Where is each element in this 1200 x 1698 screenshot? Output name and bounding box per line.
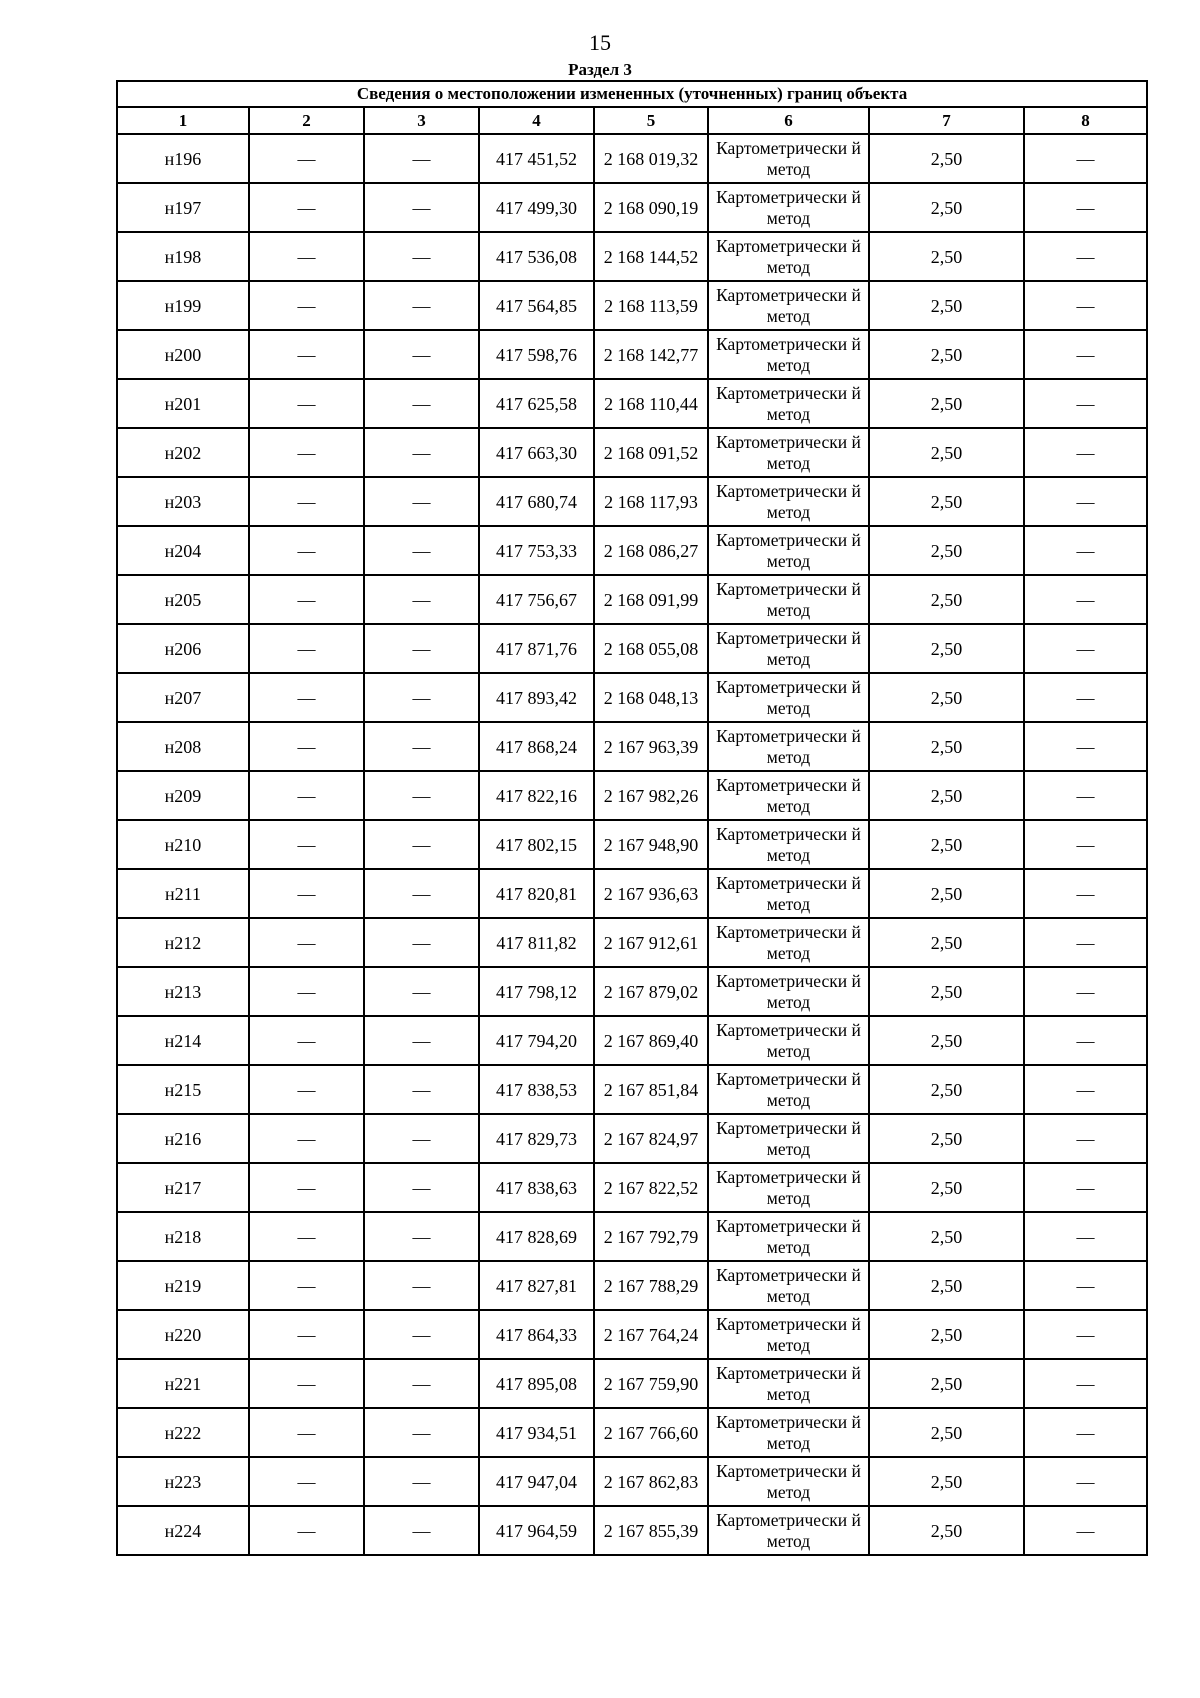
point-name-cell: н219 (117, 1261, 249, 1310)
table-row (117, 722, 1147, 771)
column-number: 3 (364, 107, 479, 134)
x-coordinate-cell: 417 499,30 (479, 183, 594, 232)
method-cell: Картометрически й метод (708, 1457, 869, 1506)
empty-value-cell: — (249, 575, 364, 624)
table-row (117, 967, 1147, 1016)
empty-value-cell: — (364, 232, 479, 281)
x-coordinate-cell: 417 598,76 (479, 330, 594, 379)
x-coordinate-cell: 417 828,69 (479, 1212, 594, 1261)
empty-value-cell: — (249, 918, 364, 967)
y-coordinate-cell: 2 167 936,63 (594, 869, 708, 918)
point-name-cell: н222 (117, 1408, 249, 1457)
empty-value-cell: — (249, 134, 364, 183)
accuracy-cell: 2,50 (869, 1016, 1024, 1065)
method-cell: Картометрически й метод (708, 379, 869, 428)
method-cell: Картометрически й метод (708, 1310, 869, 1359)
point-name-cell: н196 (117, 134, 249, 183)
x-coordinate-cell: 417 820,81 (479, 869, 594, 918)
table-row (117, 1212, 1147, 1261)
y-coordinate-cell: 2 168 117,93 (594, 477, 708, 526)
empty-value-cell: — (364, 1408, 479, 1457)
table-row (117, 428, 1147, 477)
empty-value-cell: — (1024, 526, 1147, 575)
table-row (117, 379, 1147, 428)
point-name-cell: н220 (117, 1310, 249, 1359)
point-name-cell: н214 (117, 1016, 249, 1065)
accuracy-cell: 2,50 (869, 1212, 1024, 1261)
point-name-cell: н215 (117, 1065, 249, 1114)
empty-value-cell: — (1024, 1310, 1147, 1359)
y-coordinate-cell: 2 167 824,97 (594, 1114, 708, 1163)
x-coordinate-cell: 417 756,67 (479, 575, 594, 624)
point-name-cell: н203 (117, 477, 249, 526)
column-number: 2 (249, 107, 364, 134)
empty-value-cell: — (364, 1261, 479, 1310)
empty-value-cell: — (1024, 1506, 1147, 1555)
empty-value-cell: — (364, 1310, 479, 1359)
empty-value-cell: — (364, 134, 479, 183)
table-row (117, 330, 1147, 379)
y-coordinate-cell: 2 167 766,60 (594, 1408, 708, 1457)
y-coordinate-cell: 2 167 869,40 (594, 1016, 708, 1065)
method-cell: Картометрически й метод (708, 1163, 869, 1212)
method-cell: Картометрически й метод (708, 526, 869, 575)
method-cell: Картометрически й метод (708, 1114, 869, 1163)
y-coordinate-cell: 2 167 851,84 (594, 1065, 708, 1114)
boundary-coordinates-table (116, 80, 1148, 1556)
column-numbers-row (117, 107, 1147, 134)
table-row (117, 624, 1147, 673)
point-name-cell: н217 (117, 1163, 249, 1212)
y-coordinate-cell: 2 167 788,29 (594, 1261, 708, 1310)
y-coordinate-cell: 2 168 110,44 (594, 379, 708, 428)
empty-value-cell: — (1024, 1065, 1147, 1114)
empty-value-cell: — (1024, 1457, 1147, 1506)
x-coordinate-cell: 417 827,81 (479, 1261, 594, 1310)
accuracy-cell: 2,50 (869, 1457, 1024, 1506)
empty-value-cell: — (249, 232, 364, 281)
point-name-cell: н202 (117, 428, 249, 477)
x-coordinate-cell: 417 947,04 (479, 1457, 594, 1506)
column-number: 4 (479, 107, 594, 134)
accuracy-cell: 2,50 (869, 1065, 1024, 1114)
empty-value-cell: — (364, 1163, 479, 1212)
accuracy-cell: 2,50 (869, 428, 1024, 477)
point-name-cell: н213 (117, 967, 249, 1016)
point-name-cell: н199 (117, 281, 249, 330)
empty-value-cell: — (364, 526, 479, 575)
accuracy-cell: 2,50 (869, 1408, 1024, 1457)
table-row (117, 1310, 1147, 1359)
x-coordinate-cell: 417 625,58 (479, 379, 594, 428)
empty-value-cell: — (249, 281, 364, 330)
accuracy-cell: 2,50 (869, 281, 1024, 330)
column-number: 6 (708, 107, 869, 134)
x-coordinate-cell: 417 822,16 (479, 771, 594, 820)
table-body (117, 134, 1147, 1555)
table-row (117, 1114, 1147, 1163)
method-cell: Картометрически й метод (708, 918, 869, 967)
empty-value-cell: — (249, 1016, 364, 1065)
table-row (117, 918, 1147, 967)
accuracy-cell: 2,50 (869, 1114, 1024, 1163)
x-coordinate-cell: 417 753,33 (479, 526, 594, 575)
x-coordinate-cell: 417 794,20 (479, 1016, 594, 1065)
table-row (117, 869, 1147, 918)
empty-value-cell: — (1024, 918, 1147, 967)
empty-value-cell: — (249, 722, 364, 771)
empty-value-cell: — (1024, 1212, 1147, 1261)
accuracy-cell: 2,50 (869, 232, 1024, 281)
empty-value-cell: — (364, 624, 479, 673)
method-cell: Картометрически й метод (708, 820, 869, 869)
y-coordinate-cell: 2 168 090,19 (594, 183, 708, 232)
empty-value-cell: — (1024, 771, 1147, 820)
accuracy-cell: 2,50 (869, 869, 1024, 918)
point-name-cell: н205 (117, 575, 249, 624)
x-coordinate-cell: 417 564,85 (479, 281, 594, 330)
empty-value-cell: — (1024, 1359, 1147, 1408)
method-cell: Картометрически й метод (708, 869, 869, 918)
point-name-cell: н208 (117, 722, 249, 771)
accuracy-cell: 2,50 (869, 673, 1024, 722)
empty-value-cell: — (364, 379, 479, 428)
empty-value-cell: — (364, 1065, 479, 1114)
empty-value-cell: — (364, 967, 479, 1016)
method-cell: Картометрически й метод (708, 183, 869, 232)
x-coordinate-cell: 417 964,59 (479, 1506, 594, 1555)
empty-value-cell: — (364, 1212, 479, 1261)
empty-value-cell: — (249, 967, 364, 1016)
accuracy-cell: 2,50 (869, 771, 1024, 820)
empty-value-cell: — (249, 477, 364, 526)
empty-value-cell: — (249, 1065, 364, 1114)
accuracy-cell: 2,50 (869, 1506, 1024, 1555)
x-coordinate-cell: 417 802,15 (479, 820, 594, 869)
table-row (117, 771, 1147, 820)
empty-value-cell: — (249, 1310, 364, 1359)
empty-value-cell: — (364, 771, 479, 820)
method-cell: Картометрически й метод (708, 673, 869, 722)
column-number: 1 (117, 107, 249, 134)
x-coordinate-cell: 417 838,53 (479, 1065, 594, 1114)
y-coordinate-cell: 2 167 963,39 (594, 722, 708, 771)
method-cell: Картометрически й метод (708, 281, 869, 330)
table-row (117, 232, 1147, 281)
empty-value-cell: — (364, 477, 479, 526)
method-cell: Картометрически й метод (708, 967, 869, 1016)
accuracy-cell: 2,50 (869, 575, 1024, 624)
empty-value-cell: — (1024, 575, 1147, 624)
empty-value-cell: — (249, 1114, 364, 1163)
column-number: 5 (594, 107, 708, 134)
accuracy-cell: 2,50 (869, 624, 1024, 673)
empty-value-cell: — (1024, 624, 1147, 673)
empty-value-cell: — (364, 722, 479, 771)
x-coordinate-cell: 417 663,30 (479, 428, 594, 477)
empty-value-cell: — (364, 428, 479, 477)
table-row (117, 1457, 1147, 1506)
method-cell: Картометрически й метод (708, 232, 869, 281)
point-name-cell: н218 (117, 1212, 249, 1261)
empty-value-cell: — (1024, 428, 1147, 477)
y-coordinate-cell: 2 168 055,08 (594, 624, 708, 673)
empty-value-cell: — (249, 330, 364, 379)
empty-value-cell: — (1024, 1114, 1147, 1163)
point-name-cell: н200 (117, 330, 249, 379)
empty-value-cell: — (249, 526, 364, 575)
point-name-cell: н210 (117, 820, 249, 869)
y-coordinate-cell: 2 167 982,26 (594, 771, 708, 820)
empty-value-cell: — (249, 1212, 364, 1261)
x-coordinate-cell: 417 864,33 (479, 1310, 594, 1359)
method-cell: Картометрически й метод (708, 575, 869, 624)
method-cell: Картометрически й метод (708, 771, 869, 820)
column-number: 8 (1024, 107, 1147, 134)
y-coordinate-cell: 2 167 855,39 (594, 1506, 708, 1555)
y-coordinate-cell: 2 168 091,52 (594, 428, 708, 477)
method-cell: Картометрически й метод (708, 428, 869, 477)
page-number: 15 (589, 30, 611, 55)
empty-value-cell: — (249, 1163, 364, 1212)
x-coordinate-cell: 417 811,82 (479, 918, 594, 967)
y-coordinate-cell: 2 167 792,79 (594, 1212, 708, 1261)
method-cell: Картометрически й метод (708, 1065, 869, 1114)
accuracy-cell: 2,50 (869, 1310, 1024, 1359)
y-coordinate-cell: 2 167 759,90 (594, 1359, 708, 1408)
accuracy-cell: 2,50 (869, 722, 1024, 771)
table-row (117, 575, 1147, 624)
empty-value-cell: — (1024, 820, 1147, 869)
y-coordinate-cell: 2 167 879,02 (594, 967, 708, 1016)
method-cell: Картометрически й метод (708, 477, 869, 526)
x-coordinate-cell: 417 829,73 (479, 1114, 594, 1163)
y-coordinate-cell: 2 167 862,83 (594, 1457, 708, 1506)
empty-value-cell: — (1024, 673, 1147, 722)
accuracy-cell: 2,50 (869, 967, 1024, 1016)
x-coordinate-cell: 417 536,08 (479, 232, 594, 281)
accuracy-cell: 2,50 (869, 183, 1024, 232)
table-caption: Сведения о местоположении измененных (уточненных) границ объекта (117, 81, 1147, 107)
empty-value-cell: — (364, 1016, 479, 1065)
point-name-cell: н197 (117, 183, 249, 232)
point-name-cell: н201 (117, 379, 249, 428)
accuracy-cell: 2,50 (869, 1163, 1024, 1212)
empty-value-cell: — (249, 1408, 364, 1457)
empty-value-cell: — (364, 918, 479, 967)
x-coordinate-cell: 417 798,12 (479, 967, 594, 1016)
empty-value-cell: — (249, 1506, 364, 1555)
empty-value-cell: — (1024, 1016, 1147, 1065)
empty-value-cell: — (249, 771, 364, 820)
empty-value-cell: — (364, 820, 479, 869)
accuracy-cell: 2,50 (869, 918, 1024, 967)
method-cell: Картометрически й метод (708, 1408, 869, 1457)
accuracy-cell: 2,50 (869, 1359, 1024, 1408)
empty-value-cell: — (1024, 1408, 1147, 1457)
method-cell: Картометрически й метод (708, 330, 869, 379)
empty-value-cell: — (1024, 477, 1147, 526)
y-coordinate-cell: 2 167 822,52 (594, 1163, 708, 1212)
point-name-cell: н211 (117, 869, 249, 918)
table-row (117, 1506, 1147, 1555)
point-name-cell: н206 (117, 624, 249, 673)
empty-value-cell: — (364, 1506, 479, 1555)
table-row (117, 183, 1147, 232)
empty-value-cell: — (1024, 281, 1147, 330)
method-cell: Картометрически й метод (708, 1016, 869, 1065)
empty-value-cell: — (1024, 967, 1147, 1016)
y-coordinate-cell: 2 167 764,24 (594, 1310, 708, 1359)
accuracy-cell: 2,50 (869, 1261, 1024, 1310)
point-name-cell: н224 (117, 1506, 249, 1555)
empty-value-cell: — (1024, 1261, 1147, 1310)
y-coordinate-cell: 2 168 142,77 (594, 330, 708, 379)
accuracy-cell: 2,50 (869, 526, 1024, 575)
empty-value-cell: — (249, 673, 364, 722)
x-coordinate-cell: 417 893,42 (479, 673, 594, 722)
empty-value-cell: — (249, 869, 364, 918)
point-name-cell: н198 (117, 232, 249, 281)
empty-value-cell: — (364, 183, 479, 232)
table-row (117, 820, 1147, 869)
table-row (117, 1408, 1147, 1457)
x-coordinate-cell: 417 838,63 (479, 1163, 594, 1212)
accuracy-cell: 2,50 (869, 820, 1024, 869)
y-coordinate-cell: 2 168 144,52 (594, 232, 708, 281)
table-row (117, 281, 1147, 330)
section-title: Раздел 3 (568, 60, 632, 79)
point-name-cell: н223 (117, 1457, 249, 1506)
empty-value-cell: — (364, 673, 479, 722)
method-cell: Картометрически й метод (708, 624, 869, 673)
table-row (117, 1016, 1147, 1065)
empty-value-cell: — (1024, 232, 1147, 281)
method-cell: Картометрически й метод (708, 1261, 869, 1310)
empty-value-cell: — (1024, 379, 1147, 428)
point-name-cell: н212 (117, 918, 249, 967)
method-cell: Картометрически й метод (708, 134, 869, 183)
accuracy-cell: 2,50 (869, 134, 1024, 183)
empty-value-cell: — (249, 1261, 364, 1310)
point-name-cell: н207 (117, 673, 249, 722)
empty-value-cell: — (364, 1457, 479, 1506)
y-coordinate-cell: 2 167 948,90 (594, 820, 708, 869)
empty-value-cell: — (249, 624, 364, 673)
y-coordinate-cell: 2 168 019,32 (594, 134, 708, 183)
x-coordinate-cell: 417 451,52 (479, 134, 594, 183)
empty-value-cell: — (364, 575, 479, 624)
point-name-cell: н216 (117, 1114, 249, 1163)
table-row (117, 1261, 1147, 1310)
empty-value-cell: — (249, 183, 364, 232)
empty-value-cell: — (364, 330, 479, 379)
empty-value-cell: — (364, 1359, 479, 1408)
accuracy-cell: 2,50 (869, 477, 1024, 526)
table-row (117, 1359, 1147, 1408)
table-row (117, 1163, 1147, 1212)
y-coordinate-cell: 2 168 091,99 (594, 575, 708, 624)
point-name-cell: н204 (117, 526, 249, 575)
empty-value-cell: — (1024, 722, 1147, 771)
column-number: 7 (869, 107, 1024, 134)
empty-value-cell: — (249, 428, 364, 477)
x-coordinate-cell: 417 871,76 (479, 624, 594, 673)
table-row (117, 477, 1147, 526)
empty-value-cell: — (1024, 183, 1147, 232)
empty-value-cell: — (1024, 134, 1147, 183)
empty-value-cell: — (249, 379, 364, 428)
x-coordinate-cell: 417 680,74 (479, 477, 594, 526)
accuracy-cell: 2,50 (869, 330, 1024, 379)
empty-value-cell: — (249, 1359, 364, 1408)
method-cell: Картометрически й метод (708, 722, 869, 771)
accuracy-cell: 2,50 (869, 379, 1024, 428)
empty-value-cell: — (364, 1114, 479, 1163)
table-row (117, 134, 1147, 183)
y-coordinate-cell: 2 168 113,59 (594, 281, 708, 330)
x-coordinate-cell: 417 868,24 (479, 722, 594, 771)
empty-value-cell: — (364, 869, 479, 918)
point-name-cell: н221 (117, 1359, 249, 1408)
empty-value-cell: — (1024, 1163, 1147, 1212)
y-coordinate-cell: 2 168 086,27 (594, 526, 708, 575)
x-coordinate-cell: 417 934,51 (479, 1408, 594, 1457)
table-row (117, 526, 1147, 575)
method-cell: Картометрически й метод (708, 1359, 869, 1408)
empty-value-cell: — (249, 1457, 364, 1506)
y-coordinate-cell: 2 167 912,61 (594, 918, 708, 967)
y-coordinate-cell: 2 168 048,13 (594, 673, 708, 722)
table-row (117, 673, 1147, 722)
point-name-cell: н209 (117, 771, 249, 820)
table-row (117, 1065, 1147, 1114)
method-cell: Картометрически й метод (708, 1506, 869, 1555)
empty-value-cell: — (249, 820, 364, 869)
empty-value-cell: — (1024, 330, 1147, 379)
empty-value-cell: — (364, 281, 479, 330)
empty-value-cell: — (1024, 869, 1147, 918)
method-cell: Картометрически й метод (708, 1212, 869, 1261)
x-coordinate-cell: 417 895,08 (479, 1359, 594, 1408)
